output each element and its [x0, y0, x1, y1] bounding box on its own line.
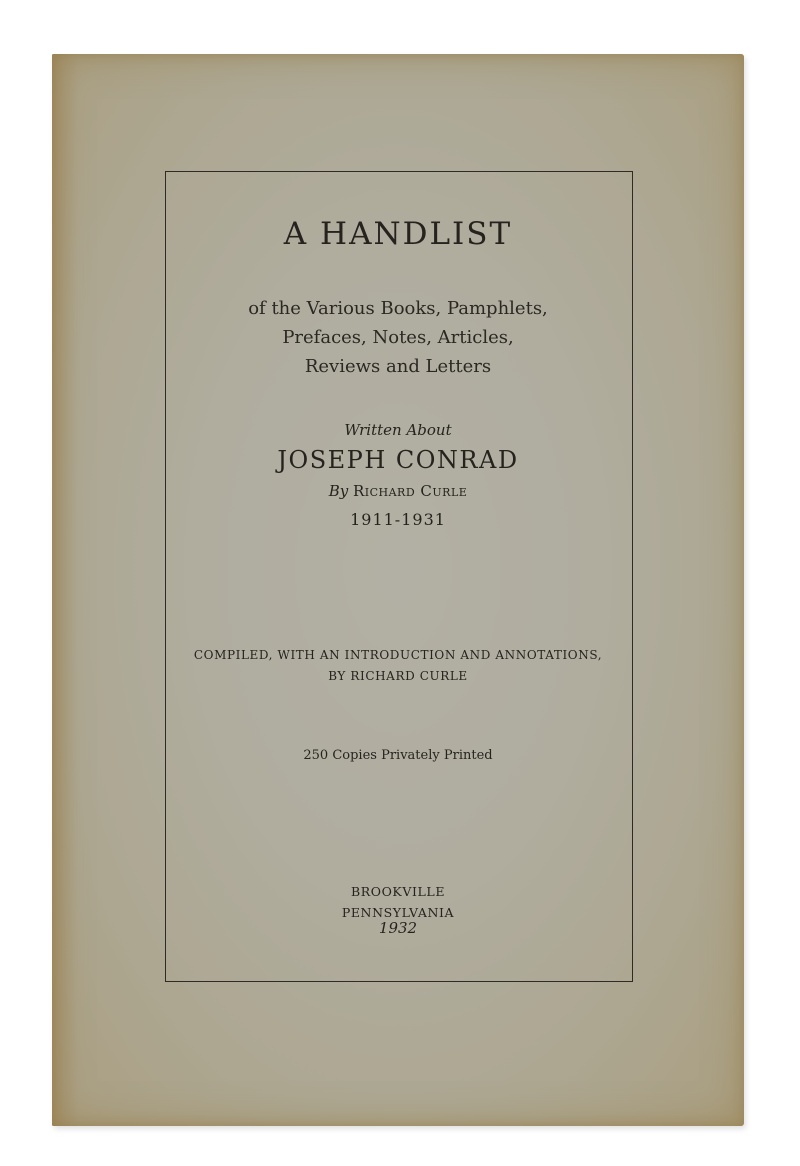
by-prefix: By: [328, 482, 349, 500]
cover-subtitle: [52, 294, 744, 381]
subtitle-line: Prefaces, Notes, Articles,: [282, 327, 514, 348]
subtitle-line: of the Various Books, Pamphlets,: [248, 298, 548, 319]
imprint-year: 1932: [378, 919, 418, 937]
compiled-line: BY RICHARD CURLE: [328, 669, 468, 683]
pamphlet-cover: [52, 54, 744, 1126]
imprint-place: [52, 881, 744, 923]
place-line: BROOKVILLE: [350, 884, 446, 899]
written-about: Written About: [344, 421, 452, 439]
by-line: [52, 482, 744, 500]
subject-name: JOSEPH CONRAD: [277, 446, 519, 474]
edition-note: 250 Copies Privately Printed: [303, 748, 493, 763]
year-range: 1911-1931: [350, 510, 446, 529]
cover-title: A HANDLIST: [283, 216, 513, 252]
border-frame: [165, 171, 633, 982]
by-name: Richard Curle: [352, 482, 468, 500]
compiled-line: COMPILED, WITH AN INTRODUCTION AND ANNOTATIONS,: [193, 648, 603, 662]
place-line: PENNSYLVANIA: [341, 905, 455, 920]
compiled-note: [52, 645, 744, 687]
subtitle-line: Reviews and Letters: [304, 356, 492, 377]
